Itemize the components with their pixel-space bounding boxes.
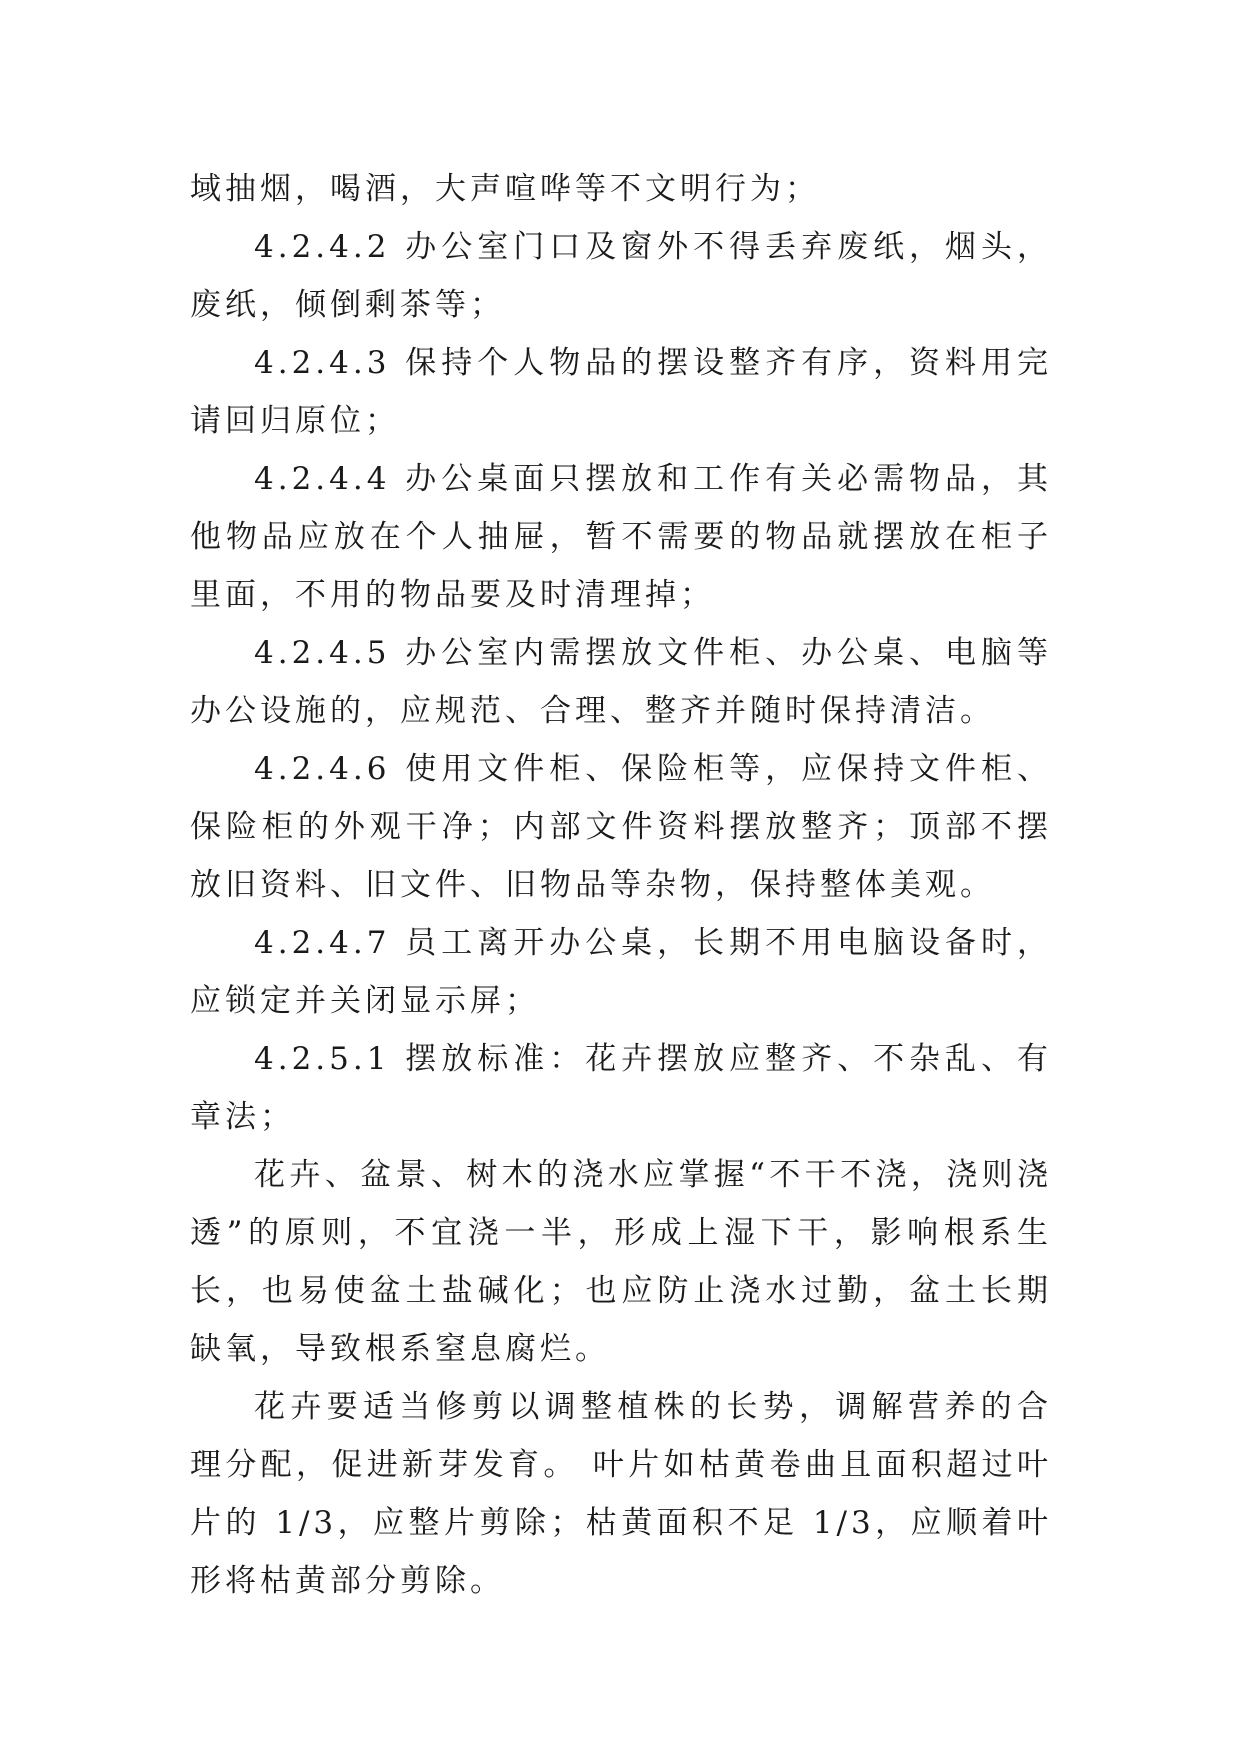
document-body bbox=[190, 160, 1052, 1610]
paragraph-8: 4.2.5.1 摆放标准：花卉摆放应整齐、不杂乱、有章法； bbox=[190, 1041, 1052, 1135]
paragraph-5: 4.2.4.5 办公室内需摆放文件柜、办公桌、电脑等办公设施的，应规范、合理、整齐并随时保持清洁。 bbox=[190, 635, 1052, 729]
paragraph-6: 4.2.4.6 使用文件柜、保险柜等，应保持文件柜、保险柜的外观干净；内部文件资料摆放整齐；顶部不摆放旧资料、旧文件、旧物品等杂物，保持整体美观。 bbox=[190, 751, 1052, 903]
paragraph-7: 4.2.4.7 员工离开办公桌，长期不用电脑设备时，应锁定并关闭显示屏； bbox=[190, 925, 1052, 1019]
paragraph-2: 4.2.4.2 办公室门口及窗外不得丢弃废纸，烟头，废纸，倾倒剩茶等； bbox=[190, 229, 1052, 323]
paragraph-9: 花卉、盆景、树木的浇水应掌握“不干不浇，浇则浇透”的原则，不宜浇一半，形成上湿下干，影响根系生长，也易使盆土盐碱化；也应防止浇水过勤，盆土长期缺氧，导致根系窒息腐烂。 bbox=[190, 1157, 1052, 1367]
paragraph-1: 域抽烟，喝酒，大声喧哗等不文明行为； bbox=[190, 171, 820, 207]
paragraph-4: 4.2.4.4 办公桌面只摆放和工作有关必需物品，其他物品应放在个人抽屉，暂不需要的物品就摆放在柜子里面，不用的物品要及时清理掉； bbox=[190, 461, 1052, 613]
paragraph-3: 4.2.4.3 保持个人物品的摆设整齐有序，资料用完请回归原位； bbox=[190, 345, 1052, 439]
paragraph-10: 花卉要适当修剪以调整植株的长势，调解营养的合理分配，促进新芽发育。 叶片如枯黄卷曲且面积超过叶片的 1/3，应整片剪除；枯黄面积不足 1/3，应顺着叶形将枯黄部分剪除。 bbox=[190, 1389, 1052, 1599]
